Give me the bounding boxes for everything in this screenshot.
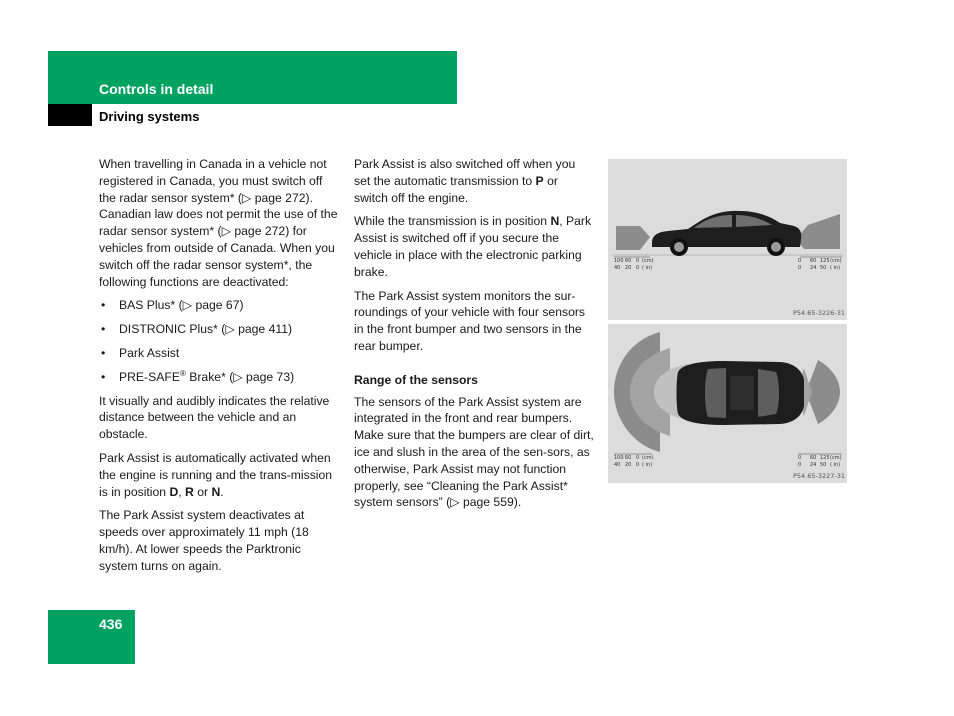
scale-right-cm: 0 60 125(cm)	[798, 258, 842, 264]
list-item: • PRE-SAFE® Brake* (▷ page 73)	[99, 369, 339, 386]
ref-arrow-icon: ▷	[225, 322, 235, 337]
list-item: • BAS Plus* (▷ page 67)	[99, 297, 339, 314]
page-reference[interactable]: page 411	[238, 322, 289, 337]
paragraph-canada: When travelling in Canada in a vehicle not registered in Canada, you must switch off the radar sensor system* (▷ page 272). Canadian law does not permit the use of the radar sensor system* (▷ page 272) for vehicles from outside of Canada. When you switch off the radar sensor system*, the following functions are deactivated:	[99, 157, 338, 289]
subsection-title: Driving systems	[99, 109, 200, 124]
page-number: 436	[99, 616, 123, 632]
paragraph-switched-off: Park Assist is also switched off when you set the automatic transmission to P or switch off the engine.	[354, 157, 576, 205]
paragraph-parking-brake: While the transmission is in position N, Park Assist is switched off if you secure the vehicle in place with the electronic parking brake.	[354, 214, 592, 279]
heading-sensor-range: Range of the sensors	[354, 372, 478, 387]
ref-arrow-icon: ▷	[221, 224, 231, 239]
text-column-left	[99, 156, 339, 582]
figure-side-view	[608, 159, 847, 320]
ref-arrow-icon: ▷	[450, 495, 460, 510]
side-view-illustration	[608, 159, 847, 320]
figure-code: P54.65-3226-31	[792, 309, 845, 317]
paragraph-activation: Park Assist is automatically activated when the engine is running and the trans-mission is in position D, R or N.	[99, 450, 333, 499]
ref-arrow-icon: ▷	[182, 298, 193, 313]
page-reference[interactable]: page 73	[246, 369, 291, 384]
page-reference[interactable]: page 67	[195, 298, 240, 313]
page-reference[interactable]: page 272	[254, 190, 306, 205]
ref-arrow-icon: ▷	[233, 369, 243, 384]
paragraph-deactivation-speed: The Park Assist system deactivates at speeds over approximately 11 mph (18 km/h). At lower speeds the Parktronic system turns on again.	[99, 508, 309, 573]
deactivated-functions-list	[99, 297, 339, 385]
scale-right-in: 0 24 50 ( in)	[798, 462, 841, 468]
scale-left-in: 40 20 0 ( in)	[614, 265, 653, 271]
section-marker	[48, 104, 92, 126]
figure-top-view	[608, 324, 847, 483]
list-item: • DISTRONIC Plus* (▷ page 411)	[99, 321, 339, 338]
figure-code: P54.65-3227-31	[792, 472, 845, 480]
list-item: • Park Assist	[99, 345, 339, 362]
scale-right-in: 0 24 50 ( in)	[798, 265, 841, 271]
paragraph-indicates: It visually and audibly indicates the relative distance between the vehicle and an obstacle.	[99, 393, 330, 442]
section-title: Controls in detail	[99, 81, 214, 97]
page-reference[interactable]: page 272	[234, 224, 286, 239]
page-reference[interactable]: page 559	[462, 495, 514, 510]
paragraph-bumpers: The sensors of the Park Assist system are integrated in the front and rear bumpers. Make sure that the bumpers are clear of dirt, ice and slush in the area of the sen-sors, as otherwise, Park Assist may not function properly, see “Cleaning the Park Assist* system sensors” (▷ page 559).	[354, 394, 594, 510]
scale-left-cm: 10060 0 (cm)	[614, 455, 654, 461]
scale-left-cm: 10060 0 (cm)	[614, 258, 654, 264]
scale-left-in: 40 20 0 ( in)	[614, 462, 653, 468]
text-column-middle	[354, 156, 594, 518]
ref-arrow-icon: ▷	[241, 190, 252, 205]
scale-right-cm: 0 60 125(cm)	[798, 455, 842, 461]
paragraph-sensors: The Park Assist system monitors the sur-roundings of your vehicle with four sensors in the front bumper and two sensors in the rear bumper.	[354, 288, 586, 353]
